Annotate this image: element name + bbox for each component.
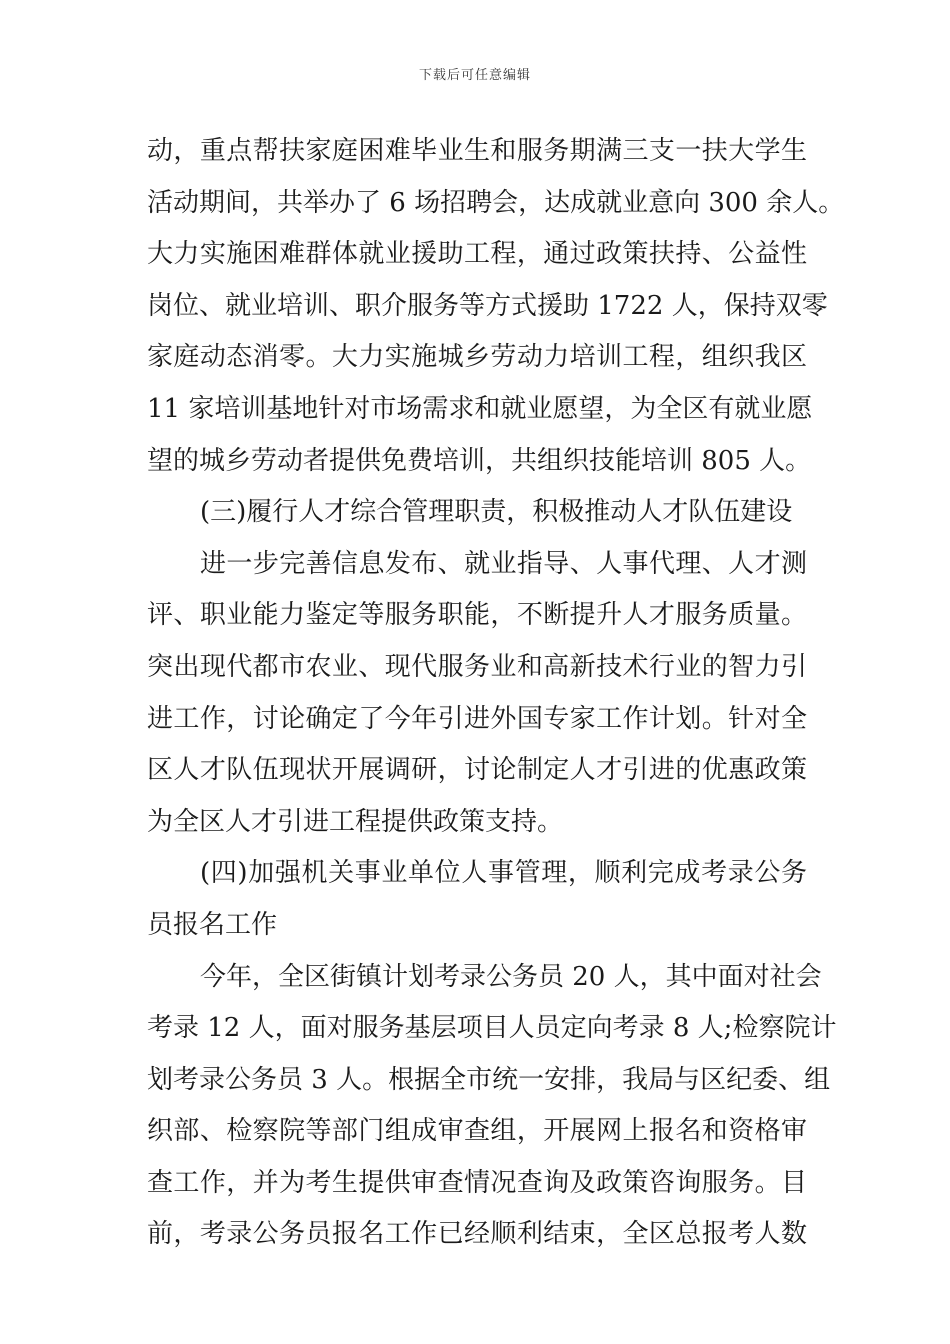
text-line: 望的城乡劳动者提供免费培训，共组织技能培训 805 人。 xyxy=(147,445,812,476)
text-line: 为全区人才引进工程提供政策支持。 xyxy=(147,806,564,837)
text-line: 前，考录公务员报名工作已经顺利结束，全区总报考人数 xyxy=(147,1219,807,1250)
text-line: 评、职业能力鉴定等服务职能，不断提升人才服务质量。 xyxy=(147,600,807,631)
text-line: 岗位、就业培训、职介服务等方式援助 1722 人，保持双零 xyxy=(147,290,828,321)
text-line: 进工作，讨论确定了今年引进外国专家工作计划。针对全 xyxy=(147,703,807,734)
text-line: 家庭动态消零。大力实施城乡劳动力培训工程，组织我区 xyxy=(147,342,807,373)
text-line: 织部、检察院等部门组成审查组，开展网上报名和资格审 xyxy=(147,1116,807,1147)
text-line: 11 家培训基地针对市场需求和就业愿望，为全区有就业愿 xyxy=(147,393,813,424)
text-line: 考录 12 人，面对服务基层项目人员定向考录 8 人;检察院计 xyxy=(147,1013,837,1044)
page-header: 下载后可任意编辑 xyxy=(418,68,531,83)
text-line: 划考录公务员 3 人。根据全市统一安排，我局与区纪委、组 xyxy=(147,1064,831,1095)
section-heading-3: (三)履行人才综合管理职责，积极推动人才队伍建设 xyxy=(200,497,793,528)
text-line: 动，重点帮扶家庭困难毕业生和服务期满三支一扶大学生 xyxy=(147,136,807,166)
text-line: 区人才队伍现状开展调研，讨论制定人才引进的优惠政策 xyxy=(147,755,807,786)
section-heading-4: (四)加强机关事业单位人事管理，顺利完成考录公务 xyxy=(200,858,807,889)
text-line: 突出现代都市农业、现代服务业和高新技术行业的智力引 xyxy=(147,651,807,682)
text-line: 活动期间，共举办了 6 场招聘会，达成就业意向 300 余人。 xyxy=(147,187,845,218)
document-body xyxy=(147,126,845,1261)
text-line: 今年，全区街镇计划考录公务员 20 人，其中面对社会 xyxy=(200,961,822,992)
text-line: 查工作，并为考生提供审查情况查询及政策咨询服务。目 xyxy=(147,1167,807,1198)
text-line: 大力实施困难群体就业援助工程，通过政策扶持、公益性 xyxy=(147,239,807,270)
section-heading-4-cont: 员报名工作 xyxy=(147,909,278,940)
text-line: 进一步完善信息发布、就业指导、人事代理、人才测 xyxy=(200,548,807,579)
